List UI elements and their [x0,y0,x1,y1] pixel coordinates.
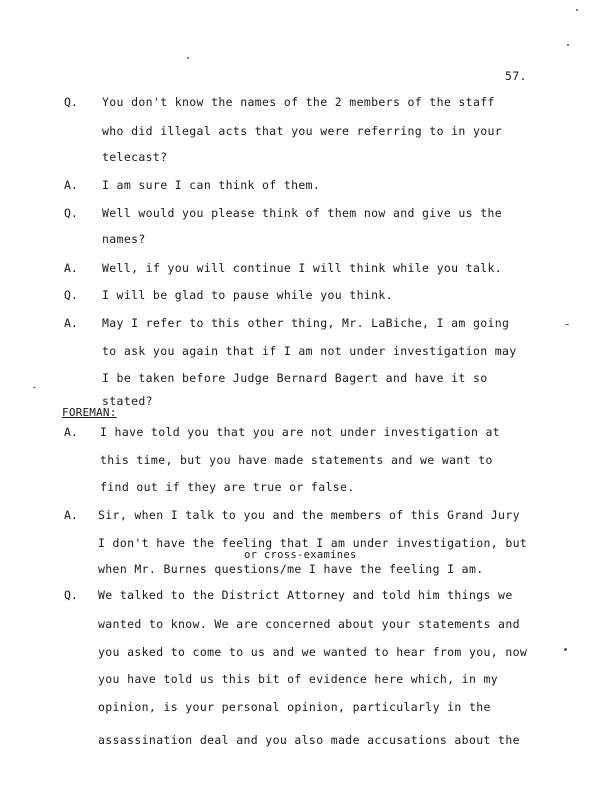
scan-speck [576,9,578,11]
transcript-line: We talked to the District Attorney and told him things we [98,588,513,602]
speaker-label: A. [64,316,78,330]
speaker-label: A. [64,261,78,275]
transcript-line: you have told us this bit of evidence here which, in my [98,672,499,686]
transcript-line: I will be glad to pause while you think. [102,288,393,302]
transcript-line: You don't know the names of the 2 members of the staff [102,95,495,109]
scan-speck [187,57,189,59]
transcript-line: May I refer to this other thing, Mr. LaBiche, I am going [102,316,510,330]
speaker-label: A. [64,178,78,192]
transcript-line: you asked to come to us and we wanted to hear from you, now [98,645,528,659]
transcript-line: opinion, is your personal opinion, particularly in the [98,700,491,714]
transcript-line: I be taken before Judge Bernard Bagert and have it so [102,371,488,385]
speaker-label: Q. [64,95,78,109]
transcript-line: find out if they are true or false. [100,480,355,494]
transcript-line: I don't have the feeling that I am under investigation, but [98,536,528,550]
transcript-line: Well would you please think of them now and give us the [102,206,503,220]
transcript-line: stated? [102,394,153,408]
speaker-label: Q. [64,288,78,302]
scan-speck [564,648,567,651]
speaker-label: A. [64,425,78,439]
transcript-line: assassination deal and you also made accusations about the [98,733,520,747]
scan-speck [33,387,36,388]
handwritten-insertion: or cross-examines [244,549,357,561]
transcript-line: telecast? [102,150,168,164]
scan-speck [565,324,569,325]
transcript-line: I have told you that you are not under investigation at [100,425,501,439]
transcript-line: names? [102,232,146,246]
page-number: 57. [505,69,527,83]
speaker-heading-foreman: FOREMAN: [62,406,117,419]
transcript-line: wanted to know. We are concerned about your statements and [98,617,520,631]
scan-speck [567,44,569,46]
speaker-label: Q. [64,206,78,220]
transcript-line: to ask you again that if I am not under investigation may [102,344,517,358]
speaker-label: A. [64,508,78,522]
transcript-line: I am sure I can think of them. [102,178,321,192]
transcript-line: Well, if you will continue I will think while you talk. [102,261,503,275]
speaker-label: Q. [64,588,78,602]
transcript-line: Sir, when I talk to you and the members of this Grand Jury [98,508,520,522]
transcript-line: when Mr. Burnes questions/me I have the feeling I am. [98,562,484,576]
transcript-line: who did illegal acts that you were referring to in your [102,124,503,138]
transcript-line: this time, but you have made statements and we want to [100,453,493,467]
